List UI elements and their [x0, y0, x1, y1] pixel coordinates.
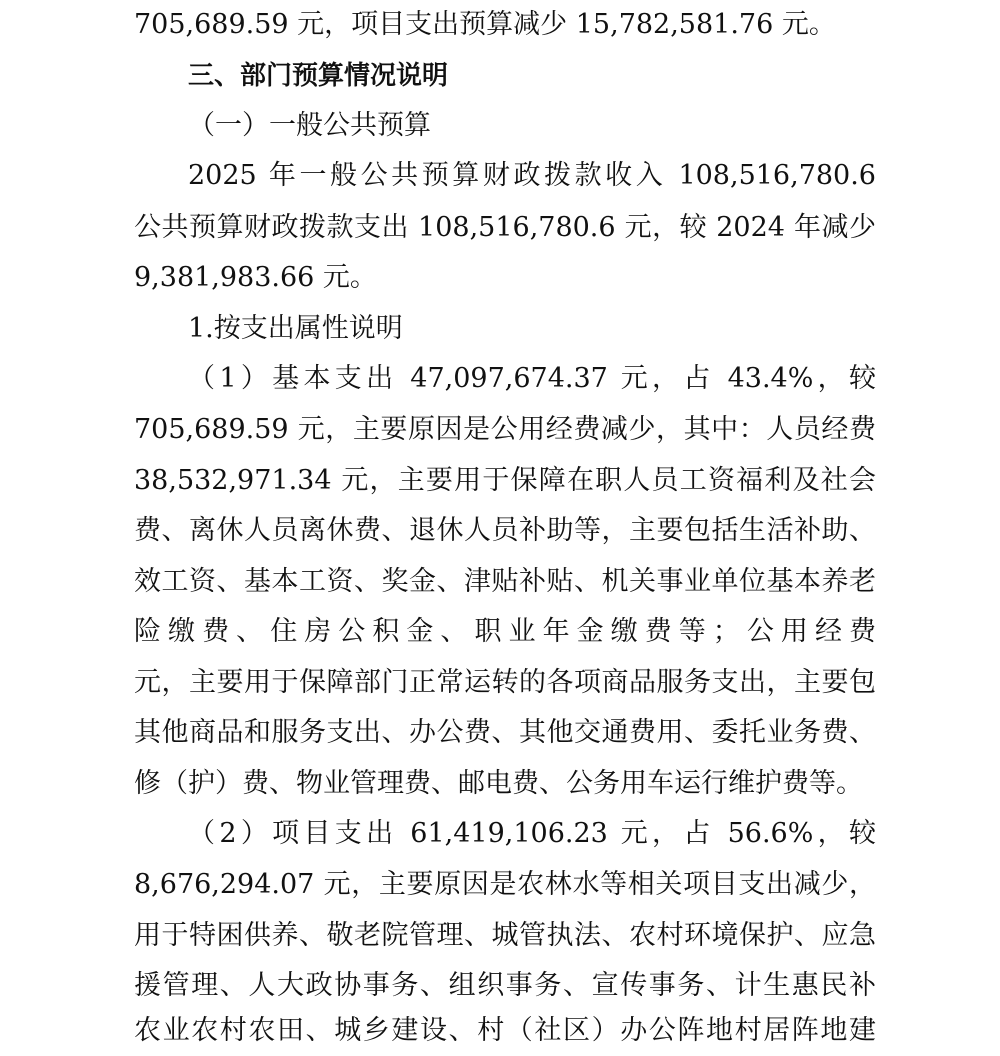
text-line-14: 元，主要用于保障部门正常运转的各项商品服务支出，主要包 — [134, 667, 876, 698]
text-line-12: 效工资、基本工资、奖金、津贴补贴、机关事业单位基本养老 — [134, 566, 876, 597]
section-heading-3: 三、部门预算情况说明 — [188, 61, 449, 91]
text-line-6: 9,381,983.66 元。 — [134, 262, 377, 293]
text-line-1: 705,689.59 元，项目支出预算减少 15,782,581.76 元。 — [134, 9, 836, 40]
list-heading-1: 1.按支出属性说明 — [188, 313, 403, 344]
text-line-8: （1）基本支出 47,097,674.37 元，占 43.4%，较 — [188, 363, 876, 394]
text-line-17: （2）项目支出 61,419,106.23 元，占 56.6%，较 — [188, 818, 876, 849]
text-line-21: 农业农村农田、城乡建设、村（社区）办公阵地村居阵地建 — [134, 1015, 876, 1046]
text-line-20: 援管理、人大政协事务、组织事务、宣传事务、计生惠民补 — [134, 970, 876, 1001]
text-line-11: 费、离休人员离休费、退休人员补助等，主要包括生活补助、 — [134, 515, 876, 546]
text-line-4: 2025 年一般公共预算财政拨款收入 108,516,780.6 — [188, 160, 876, 191]
text-line-5: 公共预算财政拨款支出 108,516,780.6 元，较 2024 年减少 — [134, 212, 876, 243]
text-line-19: 用于特困供养、敬老院管理、城管执法、农村环境保护、应急 — [134, 920, 876, 951]
text-line-18: 8,676,294.07 元，主要原因是农林水等相关项目支出减少， — [134, 869, 876, 900]
subsection-heading-1: （一）一般公共预算 — [188, 110, 431, 141]
text-line-10: 38,532,971.34 元，主要用于保障在职人员工资福利及社会 — [134, 465, 876, 496]
text-line-13: 险缴费、住房公积金、职业年金缴费等；公用经费 — [134, 616, 876, 647]
text-line-16: 修（护）费、物业管理费、邮电费、公务用车运行维护费等。 — [134, 768, 863, 799]
text-line-15: 其他商品和服务支出、办公费、其他交通费用、委托业务费、 — [134, 717, 876, 748]
text-line-9: 705,689.59 元，主要原因是公用经费减少，其中：人员经费 — [134, 414, 876, 445]
